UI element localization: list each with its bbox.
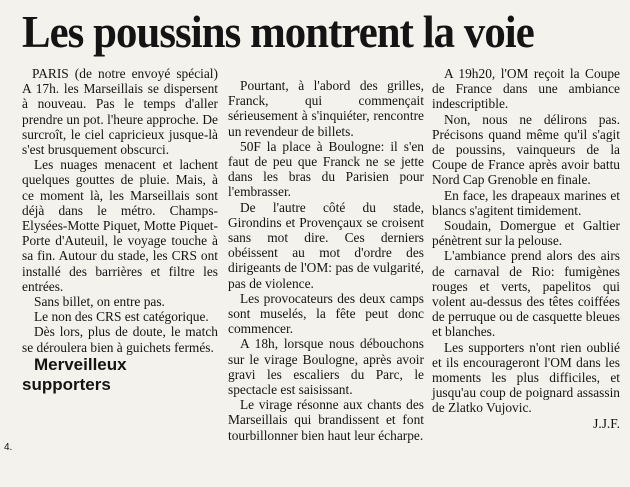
paragraph: Dès lors, plus de doute, le match se déroulera bien à guichets fermés.	[22, 324, 218, 355]
paragraph: Les nuages menacent et lachent quelques gouttes de pluie. Mais, à ce moment là, les Marseillais sont déjà dans le métro. Champs-Elysées-Motte Piquet, Motte Piquet-Porte d'Auteuil, le voyage touche à sa fin. Autour du stade, les CRS ont installé des barrières et filtre les entrées.	[22, 157, 218, 294]
paragraph: 50F la place à Boulogne: il s'en faut de peu que Franck ne se jette dans les bras du Parisien pour l'embrasser.	[228, 138, 424, 200]
paragraph: Les provocateurs des deux camps sont muselés, la fête peut donc commencer.	[228, 290, 424, 337]
paragraph: A 18h, lorsque nous débouchons sur le virage Boulogne, après avoir gravi les escaliers du Parc, le spectacle est saisissant.	[228, 336, 424, 398]
paragraph: Sans billet, on entre pas.	[34, 294, 165, 310]
subheading: Merveilleux supporters	[22, 354, 127, 394]
paragraph: De l'autre côté du stade, Girondins et Provençaux se croisent sans mot dire. Ces derniers obéissent au mot d'ordre des dirigeants de l'OM: pas de vulgarité, pas de violence.	[228, 199, 424, 291]
article-column-1	[22, 66, 218, 395]
paragraph: PARIS (de notre envoyé spécial) A 17h. les Marseillais se dispersent à nouveau. Pas le temps d'aller prendre un pot. l'heure approche. De surcroît, le ciel capricieux jusque-là s'est brusquement obscurci.	[22, 66, 218, 158]
paragraph: Le virage résonne aux chants des Marseillais qui brandissent et font tourbillonner bien haut leur écharpe.	[228, 397, 424, 443]
paragraph: L'ambiance prend alors des airs de carnaval de Rio: fumigènes rouges et verts, papelitos qui volent au-dessus des têtes coiffées de perruque ou de casquette bleues et blanches.	[432, 248, 620, 340]
headline: Les poussins montrent la voie	[22, 6, 534, 57]
paragraph: Non, nous ne délirons pas. Précisons quand même qu'il s'agit de poussins, vainqueurs de la Coupe de France après avoir battu Nord Cap Grenoble en finale.	[432, 111, 620, 188]
paragraph: A 19h20, l'OM reçoit la Coupe de France dans une ambiance indescriptible.	[432, 66, 620, 112]
article-column-3	[432, 66, 620, 431]
paragraph: Le non des CRS est catégorique.	[34, 309, 209, 325]
author-signature: J.J.F.	[593, 415, 620, 431]
paragraph: En face, les drapeaux marines et blancs s'agitent timidement.	[432, 187, 620, 218]
paragraph: Soudain, Domergue et Galtier pénètrent sur la pelouse.	[432, 218, 620, 249]
article-column-2	[228, 78, 424, 443]
paragraph: Pourtant, à l'abord des grilles, Franck, qui commençait sérieusement à s'inquiéter, rencontre un revendeur de billets.	[228, 78, 424, 139]
margin-mark: 4.	[4, 442, 13, 453]
paragraph: Les supporters n'ont rien oublié et ils encourageront l'OM dans les moments les plus difficiles, et jusqu'au coup de poignard assassin de Zlatko Vujovic.	[432, 339, 620, 416]
